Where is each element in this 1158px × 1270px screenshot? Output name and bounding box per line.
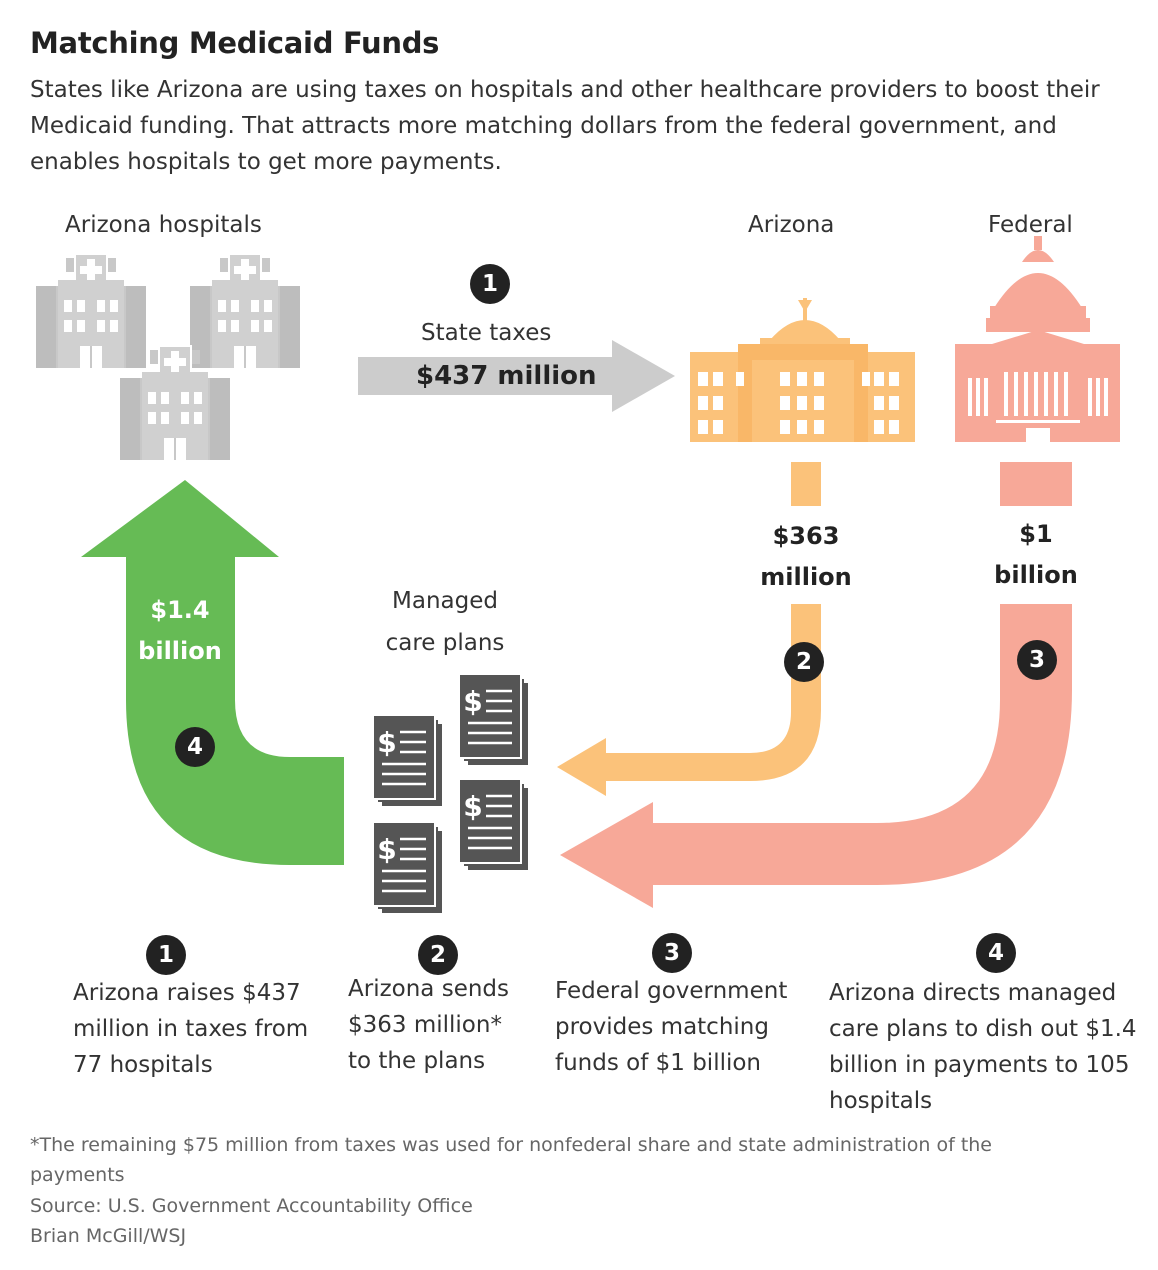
managed-care-documents-illustration — [374, 675, 528, 913]
arizona-label: Arizona — [748, 212, 835, 238]
marker-3: 3 — [1017, 640, 1057, 680]
state-taxes-amount: $437 million — [416, 361, 597, 391]
credit: Brian McGill/WSJ — [30, 1225, 187, 1247]
hospitals-illustration — [36, 254, 300, 460]
chart-title: Matching Medicaid Funds — [30, 26, 440, 60]
hospitals-label: Arizona hospitals — [65, 212, 262, 238]
federal-amount-line1: $1 — [1019, 520, 1053, 548]
step-4-text: Arizona directs managed care plans to dish out $1.4 billion in payments to 105 hospitals — [829, 980, 1137, 1114]
step-3-text: Federal government provides matching funds of $1 billion — [555, 978, 788, 1076]
marker-2: 2 — [784, 642, 824, 682]
payments-amount-line1: $1.4 — [150, 596, 210, 624]
federal-label: Federal — [988, 212, 1073, 238]
footnote: *The remaining $75 million from taxes was used for nonfederal share and state administration of the payments — [30, 1134, 992, 1186]
plans-label-line2: care plans — [385, 630, 505, 656]
federal-amount-line2: billion — [994, 561, 1078, 589]
step-1-text: Arizona raises $437 million in taxes from 77 hospitals — [73, 980, 309, 1078]
arizona-amount-line2: million — [760, 563, 852, 591]
step-1-number: 1 — [146, 935, 186, 975]
payments-amount-line2: billion — [138, 637, 222, 665]
source: Source: U.S. Government Accountability Office — [30, 1195, 473, 1217]
arizona-capitol-illustration — [690, 298, 915, 442]
state-taxes-label: State taxes — [421, 320, 552, 346]
marker-4: 4 — [175, 727, 215, 767]
chart-subtitle: States like Arizona are using taxes on hospitals and other healthcare providers to boost their Medicaid funding. That attracts more matching dollars from the federal government, and enables hospitals to get more payments. — [30, 77, 1100, 175]
marker-1: 1 — [470, 264, 510, 304]
plans-to-hospitals-arrow — [81, 480, 344, 865]
step-2-number: 2 — [418, 935, 458, 975]
flow-diagram: $ — [0, 0, 1158, 1270]
arizona-amount-line1: $363 — [772, 522, 840, 550]
step-4-number: 4 — [976, 933, 1016, 973]
step-2-text: Arizona sends $363 million* to the plans — [348, 976, 509, 1074]
step-3-number: 3 — [652, 933, 692, 973]
arizona-to-plans-arrow — [557, 462, 821, 796]
federal-capitol-illustration — [955, 236, 1120, 442]
plans-label-line1: Managed — [392, 588, 498, 614]
